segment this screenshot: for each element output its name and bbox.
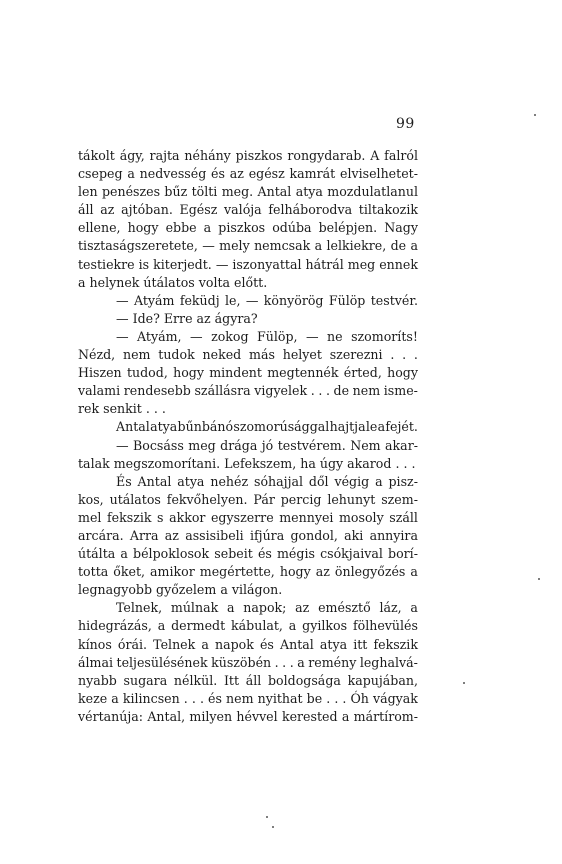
text-line: kínos órái. Telnek a napok és Antal atya itt fekszik <box>78 636 418 652</box>
text-line: Telnek, múlnak a napok; az emésztő láz, a <box>116 600 418 616</box>
text-line: — Ide? Erre az ágyra? <box>116 310 258 326</box>
text-line: vértanúja: Antal, milyen hévvel kerested a mártírom- <box>78 708 418 724</box>
text-line: legnagyobb győzelem a világon. <box>78 582 283 598</box>
scan-speck <box>534 114 536 116</box>
text-line: Hiszen tudod, hogy mindent megtennék érted, hogy <box>78 365 418 381</box>
text-line: ellene, hogy ebbe a piszkos odúba belépjen. Nagy <box>78 220 418 236</box>
text-line: — Atyám, — zokog Fülöp, — ne szomoríts! <box>116 328 418 344</box>
body-text <box>78 147 418 726</box>
text-line: csepeg a nedvesség és az egész kamrát elviselhetet- <box>78 166 418 182</box>
text-line: a helynek útálatos volta előtt. <box>78 274 268 290</box>
scan-speck <box>272 826 274 828</box>
text-line: Antal atya bűnbánó szomorúsággal hajtja le a fejét. <box>116 419 418 435</box>
text-line: Nézd, nem tudok neked más helyet szerezni . . . <box>78 347 418 363</box>
text-line: álmai teljesülésének küszöbén . . . a remény leghalvá- <box>78 654 418 670</box>
text-line: — Bocsáss meg drága jó testvérem. Nem akar- <box>116 437 418 453</box>
scan-speck <box>538 578 540 580</box>
text-line: tisztaságszeretete, — mely nemcsak a lelkiekre, de a <box>78 238 418 254</box>
scan-speck <box>266 816 268 818</box>
text-line: hidegrázás, a dermedt kábulat, a gyilkos fölhevülés <box>78 618 418 634</box>
text-line: És Antal atya nehéz sóhajjal dől végig a pisz- <box>116 473 418 489</box>
text-line: talak megszomorítani. Lefekszem, ha úgy akarod . . . <box>78 455 416 471</box>
text-line: nyabb sugara nélkül. Itt áll boldogsága kapujában, <box>78 672 418 688</box>
text-line: útálta a bélpoklosok sebeit és mégis csókjaival borí- <box>78 546 418 562</box>
text-line: rek senkit . . . <box>78 401 166 417</box>
page-number: 99 <box>396 116 415 132</box>
text-line: valami rendesebb szállásra vigyelek . . . de nem isme- <box>78 383 418 399</box>
text-line: keze a kilincsen . . . és nem nyithat be . . . Óh vágyak <box>78 690 418 706</box>
scan-speck <box>463 682 465 684</box>
text-line: arcára. Arra az assisibeli ifjúra gondol, aki annyira <box>78 527 418 543</box>
text-line: tákolt ágy, rajta néhány piszkos rongydarab. A falról <box>78 148 418 163</box>
text-line: testiekre is kiterjedt. — iszonyattal hátrál meg ennek <box>78 256 418 272</box>
text-line: mel fekszik s akkor egyszerre mennyei mosoly száll <box>78 509 418 525</box>
text-line: len penészes bűz tölti meg. Antal atya mozdulatlanul <box>78 184 418 200</box>
text-line: áll az ajtóban. Egész valója felháborodva tiltakozik <box>78 202 418 218</box>
text-line: — Atyám feküdj le, — könyörög Fülöp testvér. <box>116 292 418 308</box>
text-line: kos, utálatos fekvőhelyen. Pár percig lehunyt szem- <box>78 491 418 507</box>
text-line: totta őket, amikor megértette, hogy az önlegyőzés a <box>78 564 418 580</box>
